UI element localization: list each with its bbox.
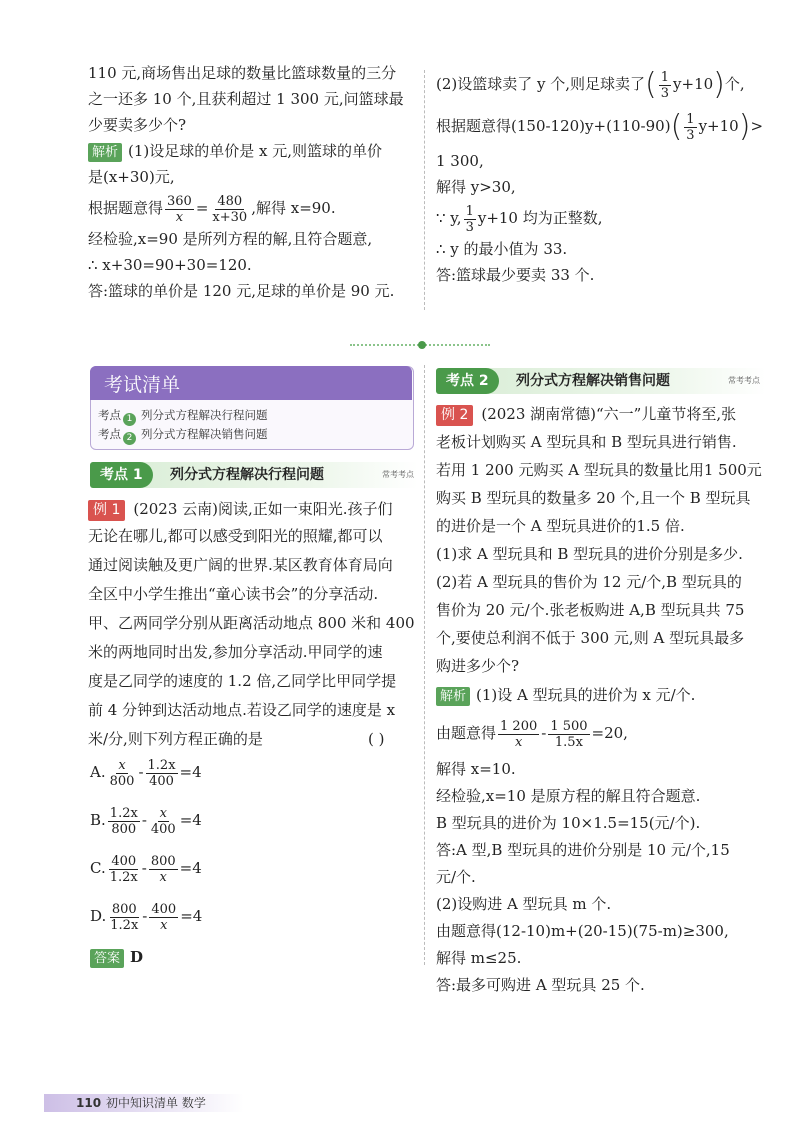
kd1-text-1: (2023 云南)阅读,正如一束阳光.孩子们 — [133, 500, 393, 518]
tr-l1-suffix: 个, — [724, 75, 745, 93]
kd2-eq-rhs: =20, — [591, 724, 628, 742]
kd1-line-5: 甲、乙两同学分别从距离活动地点 800 米和 400 — [88, 614, 415, 632]
option-a-d1: 800 — [109, 773, 135, 789]
kd2-title: 列分式方程解决销售问题 — [516, 373, 670, 389]
kd2-eq-op: - — [541, 724, 547, 742]
option-b-frac-1 — [108, 806, 140, 837]
exam-item1-prefix: 考点 — [98, 408, 121, 422]
kd2-line-9: 个,要使总利润不低于 300 元,则 A 型玩具最多 — [436, 629, 745, 647]
option-b-n2: x — [159, 805, 167, 821]
option-b-n1: 1.2x — [109, 805, 138, 821]
kd2-s9: 解得 m≤25. — [436, 949, 522, 967]
tr-l2-frac — [684, 112, 696, 143]
eq-fraction-1 — [165, 194, 194, 225]
tr-l2-frac-den: 3 — [686, 127, 695, 143]
kd2-solution-1 — [436, 680, 770, 710]
tr-l2-inner: y+10 — [698, 117, 739, 135]
option-a — [90, 748, 390, 796]
option-b-d1: 800 — [111, 821, 137, 837]
tr-l1-frac-den: 3 — [660, 85, 670, 101]
kd2-line-5: 的进价是一个 A 型玩具进价的1.5 倍. — [436, 517, 685, 535]
circle-number-2: 2 — [123, 432, 136, 445]
kd2-eq-n1: 1 200 — [500, 718, 538, 734]
tr-l2-frac-num: 1 — [686, 111, 695, 127]
kd2-line-1 — [436, 400, 770, 428]
eq-prefix: 根据题意得 — [88, 199, 164, 217]
option-a-frac-2 — [146, 758, 178, 789]
option-b-frac-2 — [149, 806, 178, 837]
option-d-rhs: =4 — [180, 907, 203, 925]
bottom-column-divider — [424, 365, 425, 965]
separator-dot — [418, 341, 426, 349]
exam-list-title: 考试清单 — [104, 374, 181, 396]
exam-list-item-2 — [98, 426, 268, 445]
top-left-column — [88, 60, 418, 304]
kd1-frequency: 常考考点 — [382, 470, 414, 479]
option-b-d2: 400 — [150, 821, 176, 837]
check-line: 经检验,x=90 是所列方程的解,且符合题意, — [88, 230, 373, 248]
kd1-label: 考点 1 — [90, 462, 153, 488]
option-d-op: - — [142, 907, 148, 925]
kd2-line-8: 售价为 20 元/个.张老板购进 A,B 型玩具共 75 — [436, 601, 745, 619]
kd1-line-2: 无论在哪儿,都可以感受到阳光的照耀,都可以 — [88, 527, 383, 545]
tr-l5-suffix: y+10 均为正整数, — [477, 209, 603, 227]
kd1-line-6: 米的两地同时出发,参加分享活动.甲同学的速 — [88, 643, 383, 661]
kd2-s4: B 型玩具的进价为 10×1.5=15(元/个). — [436, 814, 701, 832]
tr-l5-frac — [464, 204, 476, 235]
example-1-tag: 例 1 — [88, 500, 125, 521]
jiexi-text-1: (1)设足球的单价是 x 元,则篮球的单价 — [128, 142, 383, 160]
kd2-text-1: (2023 湖南常德)“六一”儿童节将至,张 — [481, 405, 737, 423]
circle-number-1: 1 — [123, 413, 136, 426]
option-c-rhs: =4 — [179, 859, 202, 877]
option-c-d2: x — [159, 869, 167, 885]
kd1-title: 列分式方程解决行程问题 — [170, 467, 324, 483]
top-left-line-2: 之一还多 10 个,且获利超过 1 300 元,问篮球最 — [88, 90, 404, 108]
kd2-eq-n2: 1 500 — [550, 718, 588, 734]
option-c-d1: 1.2x — [109, 869, 138, 885]
kd1-line-8: 前 4 分钟到达活动地点.若设乙同学的速度是 x — [88, 701, 396, 719]
option-c-label: C. — [90, 859, 106, 877]
eq-frac2-num: 480 — [217, 193, 243, 209]
tr-line-4: 解得 y>30, — [436, 178, 516, 196]
kd2-line-6: (1)求 A 型玩具和 B 型玩具的进价分别是多少. — [436, 545, 743, 563]
option-a-n1: x — [118, 757, 126, 773]
jiexi-line-1 — [88, 138, 418, 164]
paren-close: ) — [713, 67, 725, 102]
tr-line-7: 答:篮球最少要卖 33 个. — [436, 266, 595, 284]
kd2-line-10: 购进多少个? — [436, 657, 520, 675]
tr-line-6: ∴ y 的最小值为 33. — [436, 240, 568, 258]
tr-l5-frac-num: 1 — [465, 203, 474, 219]
option-d-frac-1 — [108, 902, 140, 933]
kd1-line-3: 通过阅读触及更广阔的世界.某区教育体育局向 — [88, 556, 393, 574]
kd2-s5: 答:A 型,B 型玩具的进价分别是 10 元/个,15 — [436, 841, 730, 859]
option-d-n1: 800 — [111, 901, 137, 917]
option-a-label: A. — [90, 763, 106, 781]
eq-frac2-den: x+30 — [212, 209, 248, 225]
option-a-d2: 400 — [149, 773, 174, 789]
kd2-s7: (2)设购进 A 型玩具 m 个. — [436, 895, 612, 913]
exam-item2-prefix: 考点 — [98, 427, 121, 441]
kd1-answer-line — [90, 944, 390, 970]
top-right-column — [436, 64, 766, 288]
answer-line: 答:篮球的单价是 120 元,足球的单价是 90 元. — [88, 282, 395, 300]
therefore-line: ∴ x+30=90+30=120. — [88, 256, 252, 274]
kd2-eq-d2: 1.5x — [554, 734, 583, 750]
option-d-n2: 400 — [151, 901, 177, 917]
paren-open-2: ( — [670, 109, 683, 144]
kd1-line-4: 全区中小学生推出“童心读书会”的分享活动. — [88, 585, 379, 603]
kd2-s8: 由题意得(12-10)m+(20-15)(75-m)≥300, — [436, 922, 729, 940]
kd1-answer: D — [130, 948, 144, 966]
option-b-label: B. — [90, 811, 106, 829]
option-c-n1: 400 — [111, 853, 137, 869]
kd2-line-3: 若用 1 200 元购买 A 型玩具的数量比用1 500元 — [436, 461, 762, 479]
page-number: 110 — [76, 1096, 102, 1110]
kd2-s6: 元/个. — [436, 868, 476, 886]
kd2-eq-prefix: 由题意得 — [436, 724, 497, 742]
option-a-frac-1 — [108, 758, 137, 789]
tr-l1-frac — [659, 70, 671, 101]
option-d-d2: x — [160, 917, 168, 933]
top-column-divider — [424, 70, 425, 310]
option-c-op: - — [141, 859, 147, 877]
eq-frac1-num: 360 — [167, 193, 192, 209]
tr-l1-frac-num: 1 — [660, 69, 670, 85]
kd1-line-7: 度是乙同学的速度的 1.2 倍,乙同学比甲同学提 — [88, 672, 397, 690]
jiexi-tag: 解析 — [88, 143, 122, 162]
book-title: 初中知识清单 数学 — [106, 1096, 206, 1110]
exam-item1-text: 列分式方程解决行程问题 — [141, 408, 268, 422]
answer-tag: 答案 — [90, 949, 124, 968]
top-left-line-1: 110 元,商场售出足球的数量比篮球数量的三分 — [88, 64, 397, 82]
tr-line-3: 1 300, — [436, 152, 484, 170]
tr-l1-inner: y+10 — [673, 75, 714, 93]
option-d-frac-2 — [149, 902, 178, 933]
eq-equals: = — [195, 199, 209, 217]
eq-suffix: ,解得 x=90. — [251, 199, 336, 217]
kd2-label: 考点 2 — [436, 368, 499, 394]
kd1-options — [90, 748, 390, 970]
kd2-s10: 答:最多可购进 A 型玩具 25 个. — [436, 976, 645, 994]
kd1-body — [88, 496, 420, 754]
eq-frac1-den: x — [175, 209, 184, 225]
option-a-rhs: =4 — [179, 763, 202, 781]
kd2-line-4: 购买 B 型玩具的数量多 20 个,且一个 B 型玩具 — [436, 489, 751, 507]
jiexi-line-2: 是(x+30)元, — [88, 168, 175, 186]
exam-item2-text: 列分式方程解决销售问题 — [141, 427, 268, 441]
option-c-frac-2 — [149, 854, 178, 885]
paren-open: ( — [645, 67, 657, 102]
kd2-line-2: 老板计划购买 A 型玩具和 B 型玩具进行销售. — [436, 433, 737, 451]
option-b — [90, 796, 390, 844]
kd2-eq-d1: x — [514, 734, 523, 750]
tr-line-1 — [436, 64, 766, 104]
kd1-line-1 — [88, 496, 420, 522]
option-b-rhs: =4 — [179, 811, 202, 829]
kd2-eq-frac-2 — [548, 719, 589, 750]
example-2-tag: 例 2 — [436, 405, 473, 426]
top-left-line-3: 少要卖多少个? — [88, 116, 187, 134]
kd2-line-7: (2)若 A 型玩具的售价为 12 元/个,B 型玩具的 — [436, 573, 742, 591]
answer-blank: ( ) — [368, 730, 385, 748]
option-d — [90, 892, 390, 940]
paren-close-2: ) — [738, 109, 751, 144]
kd2-equation — [436, 710, 770, 756]
tr-l5-prefix: ∵ y, — [436, 209, 462, 227]
kd1-text-9: 米/分,则下列方程正确的是 — [88, 730, 263, 748]
tr-l1-prefix: (2)设篮球卖了 y 个,则足球卖了 — [436, 75, 646, 93]
kd2-s2: 解得 x=10. — [436, 760, 516, 778]
tr-line-5 — [436, 200, 766, 236]
tr-l5-frac-den: 3 — [465, 219, 474, 235]
kd2-s3: 经检验,x=10 是原方程的解且符合题意. — [436, 787, 701, 805]
option-c-frac-1 — [108, 854, 140, 885]
option-b-op: - — [141, 811, 147, 829]
kd2-body — [436, 400, 770, 999]
tr-line-2 — [436, 104, 766, 148]
option-d-d1: 1.2x — [110, 917, 139, 933]
exam-list-item-1 — [98, 407, 268, 426]
kd2-jiexi-tag: 解析 — [436, 687, 470, 706]
kd2-s1: (1)设 A 型玩具的进价为 x 元/个. — [476, 686, 696, 704]
option-c — [90, 844, 390, 892]
tr-l2-prefix: 根据题意得(150-120)y+(110-90) — [436, 117, 671, 135]
option-a-op: - — [138, 763, 144, 781]
kd2-frequency: 常考考点 — [728, 376, 760, 385]
eq-fraction-2 — [210, 194, 249, 225]
option-c-n2: 800 — [150, 853, 176, 869]
option-a-n2: 1.2x — [147, 757, 176, 773]
tr-l2-suffix: > — [750, 117, 764, 135]
option-d-label: D. — [90, 907, 107, 925]
kd2-eq-frac-1 — [498, 719, 539, 750]
equation-line — [88, 190, 418, 226]
